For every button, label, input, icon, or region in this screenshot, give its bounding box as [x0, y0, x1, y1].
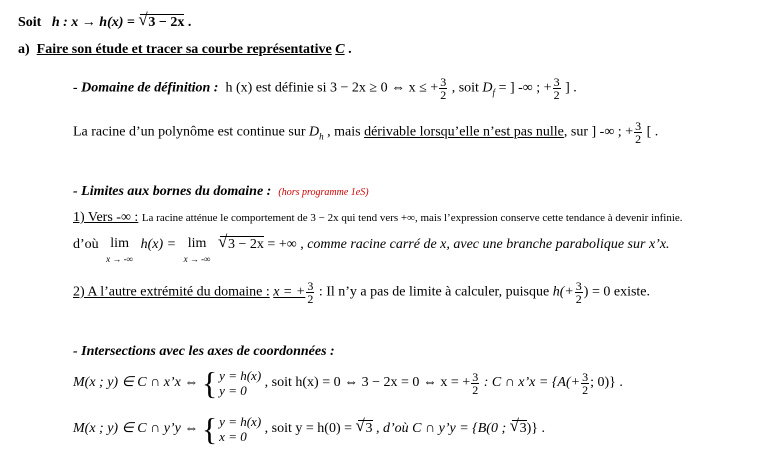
- intersections-line: [73, 344, 335, 360]
- soit-label: Soit: [18, 15, 42, 30]
- limit-operator: lim x → -∞: [106, 236, 134, 264]
- sqrt-expression: √ 3 − 2x: [140, 14, 184, 30]
- brace-icon: {: [201, 411, 218, 447]
- domaine-line: - Domaine de définition : h (x) est définie si 3 − 2x ≥ 0 ⇔ x ≤ + $\frac{3}{2}$ , soit $D_f$ = ] -∞ ; + $\frac{3}{2}$ ] .: [73, 75, 577, 102]
- sqrt-expression: √ 3: [512, 420, 527, 436]
- fraction-3-2: $\frac{3}{2}$: [582, 369, 589, 397]
- intersection-xx-line: M(x ; y) ∈ C ∩ x’x ⇔ { y = h(x) y = 0 , soit h(x) = 0 ⇔ 3 − 2x = 0 ⇔ x = + $\frac{3}{2}$ : C ∩ x’x = {A(+ $\frac{3}{2}$ ; 0)} .: [73, 365, 623, 401]
- part-a-heading: Faire son étude et tracer sa courbe représentative: [36, 42, 332, 57]
- fraction-3-2: $\frac{3}{2}$: [472, 369, 479, 397]
- extremite-line: 2) A l’autre extrémité du domaine : x = + $\frac{3}{2}$ : Il n’y a pas de limite à calculer, puisque h(+ $\frac{3}{2}$ ) = 0 existe.: [73, 279, 651, 306]
- function-definition: Soit h : x → h(x) = √ 3 − 2x .: [18, 14, 191, 31]
- part-a-title: a) Faire son étude et tracer sa courbe représentative C .: [18, 42, 352, 57]
- derivable-text: dérivable lorsqu’elle n’est pas nulle: [364, 124, 564, 140]
- dou-comment: comme racine carré de x, avec une branche parabolique sur x’x.: [307, 237, 670, 252]
- fraction-3-2: $\frac{3}{2}$: [635, 119, 642, 146]
- fraction-3-2: $\frac{3}{2}$: [575, 279, 582, 306]
- extremite-label: 2) A l’autre extrémité du domaine :: [73, 284, 270, 300]
- dou-line: d’où lim x → -∞ h(x) = lim x → -∞ √ 3 − 2x = +∞ , comme racine carré de x, avec une branche parabolique sur x’x.: [73, 236, 670, 264]
- limit-operator: lim x → -∞: [183, 236, 211, 264]
- fraction-3-2: $\frac{3}{2}$: [553, 75, 560, 102]
- domaine-heading: - Domaine de définition :: [73, 80, 219, 96]
- brace-icon: {: [201, 365, 218, 401]
- fraction-3-2: $\frac{3}{2}$: [307, 279, 314, 306]
- equation-system: y = h(x) y = 0: [219, 368, 262, 398]
- hors-programme-note: (hors programme 1eS): [278, 187, 369, 198]
- vers-text: La racine atténue le comportement de 3 − 2x qui tend vers +∞, mais l’expression conserve cette tendance à devenir infinie.: [141, 212, 683, 224]
- limites-line: [73, 184, 369, 200]
- sqrt-expression: √ 3: [358, 420, 373, 436]
- vers-line: [73, 210, 683, 226]
- function-expression: h : x → h(x) =: [51, 15, 135, 30]
- fraction-3-2: $\frac{3}{2}$: [440, 75, 447, 102]
- curve-name: C: [335, 42, 345, 57]
- racine-line: La racine d’un polynôme est continue sur $D_h$ , mais dérivable lorsqu’elle n’est pas nulle, sur ] -∞ ; + $\frac{3}{2}$ [ .: [73, 119, 659, 146]
- sqrt-expression: √ 3 − 2x: [220, 236, 264, 252]
- vers-label: 1) Vers -∞ :: [73, 210, 139, 225]
- limites-heading: - Limites aux bornes du domaine :: [73, 184, 272, 199]
- intersection-yy-line: M(x ; y) ∈ C ∩ y’y ⇔ { y = h(x) x = 0 , soit y = h(0) = √ 3 , d’où C ∩ y’y = {B(0 ; √ 3)} .: [73, 414, 545, 444]
- equation-system: y = h(x) x = 0: [219, 414, 262, 444]
- intersections-heading: - Intersections avec les axes de coordonnées :: [73, 344, 335, 359]
